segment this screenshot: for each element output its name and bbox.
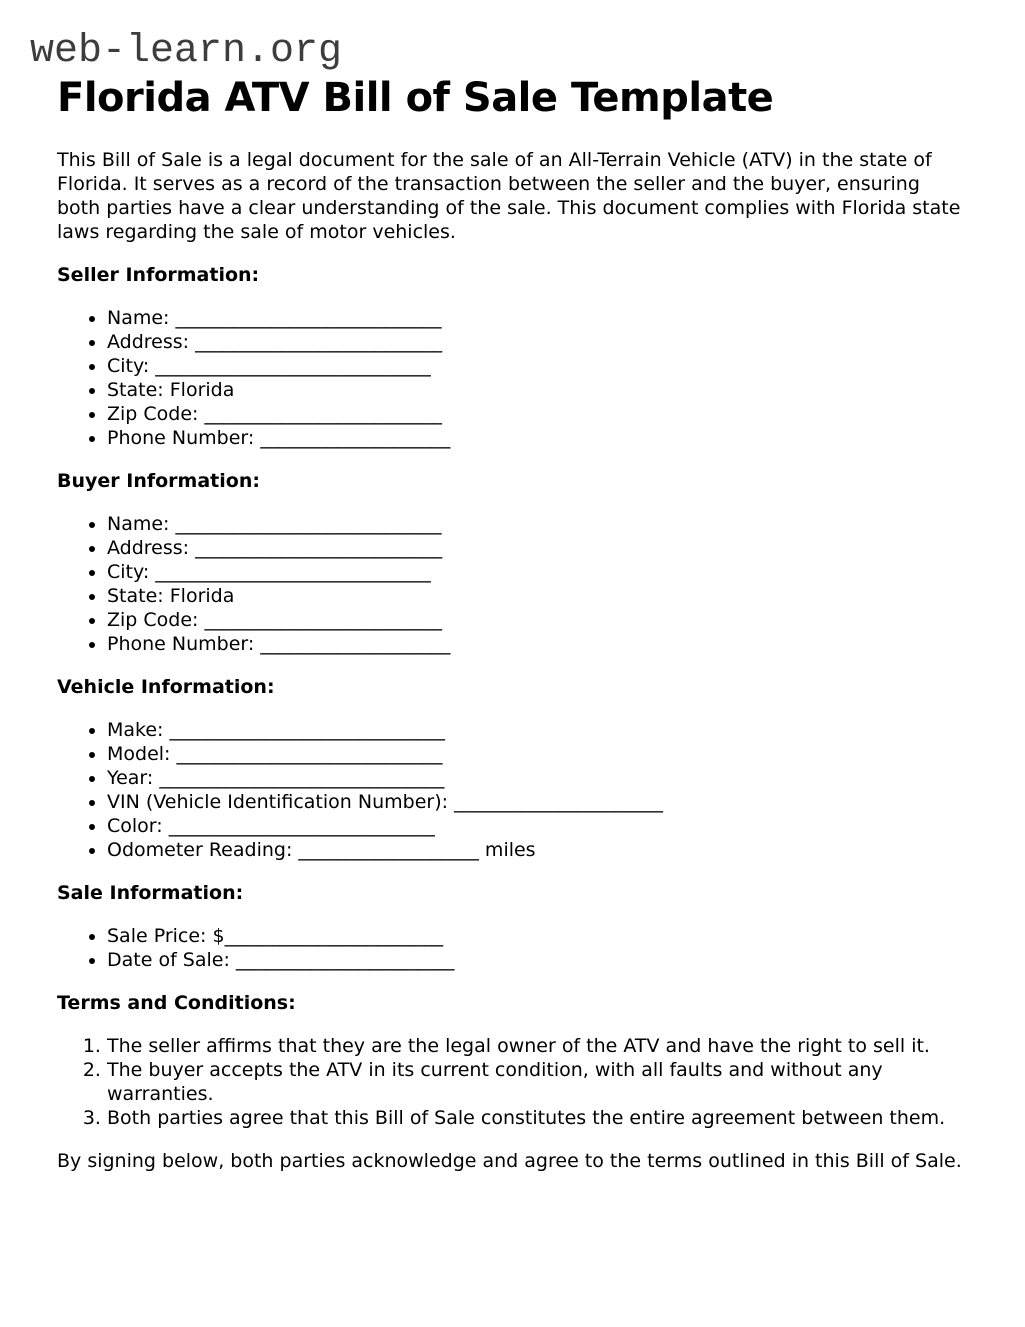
vehicle-model-line: • Model: ____________________________ — [107, 742, 967, 766]
buyer-state-line: • State: Florida — [107, 584, 967, 608]
site-logo: web-learn.org — [30, 29, 343, 74]
sale-price-line: • Sale Price: $_______________________ — [107, 924, 967, 948]
buyer-city-line: • City: _____________________________ — [107, 560, 967, 584]
buyer-info-list — [57, 512, 967, 656]
seller-zip-line: • Zip Code: _________________________ — [107, 402, 967, 426]
vehicle-vin-line: • VIN (Vehicle Identification Number): ______________________ — [107, 790, 967, 814]
section-heading-buyer: Buyer Information: — [57, 470, 260, 492]
vehicle-info-list — [57, 718, 967, 862]
seller-phone-line: • Phone Number: ____________________ — [107, 426, 967, 450]
section-heading-sale: Sale Information: — [57, 882, 244, 904]
term-item-3: 3. Both parties agree that this Bill of Sale constitutes the entire agreement between them. — [107, 1106, 967, 1130]
sale-date-line: • Date of Sale: _______________________ — [107, 948, 967, 972]
seller-info-list — [57, 306, 967, 450]
seller-state-line: • State: Florida — [107, 378, 967, 402]
closing-paragraph: By signing below, both parties acknowledge and agree to the terms outlined in this Bill of Sale. — [57, 1150, 962, 1172]
term-item-2: 2. The buyer accepts the ATV in its current condition, with all faults and without any warranties. — [107, 1058, 967, 1106]
intro-paragraph: This Bill of Sale is a legal document for the sale of an All-Terrain Vehicle (ATV) in the state of Florida. It serves as a record of the transaction between the seller and the buyer, ensuring both parties have a clear understanding of the sale. This document complies with Florida state laws regarding the sale of motor vehicles. — [57, 149, 961, 243]
buyer-zip-line: • Zip Code: _________________________ — [107, 608, 967, 632]
section-heading-vehicle: Vehicle Information: — [57, 676, 275, 698]
page-title: Florida ATV Bill of Sale Template — [57, 75, 774, 121]
term-item-1: 1. The seller affirms that they are the legal owner of the ATV and have the right to sell it. — [107, 1034, 967, 1058]
vehicle-year-line: • Year: ______________________________ — [107, 766, 967, 790]
seller-name-line: • Name: ____________________________ — [107, 306, 967, 330]
vehicle-odometer-line: • Odometer Reading: ___________________ miles — [107, 838, 967, 862]
buyer-address-line: • Address: __________________________ — [107, 536, 967, 560]
section-heading-terms: Terms and Conditions: — [57, 992, 296, 1014]
seller-city-line: • City: _____________________________ — [107, 354, 967, 378]
seller-address-line: • Address: __________________________ — [107, 330, 967, 354]
vehicle-make-line: • Make: _____________________________ — [107, 718, 967, 742]
vehicle-color-line: • Color: ____________________________ — [107, 814, 967, 838]
buyer-name-line: • Name: ____________________________ — [107, 512, 967, 536]
sale-info-list — [57, 924, 967, 972]
section-heading-seller: Seller Information: — [57, 264, 260, 286]
buyer-phone-line: • Phone Number: ____________________ — [107, 632, 967, 656]
terms-list — [57, 1034, 967, 1130]
